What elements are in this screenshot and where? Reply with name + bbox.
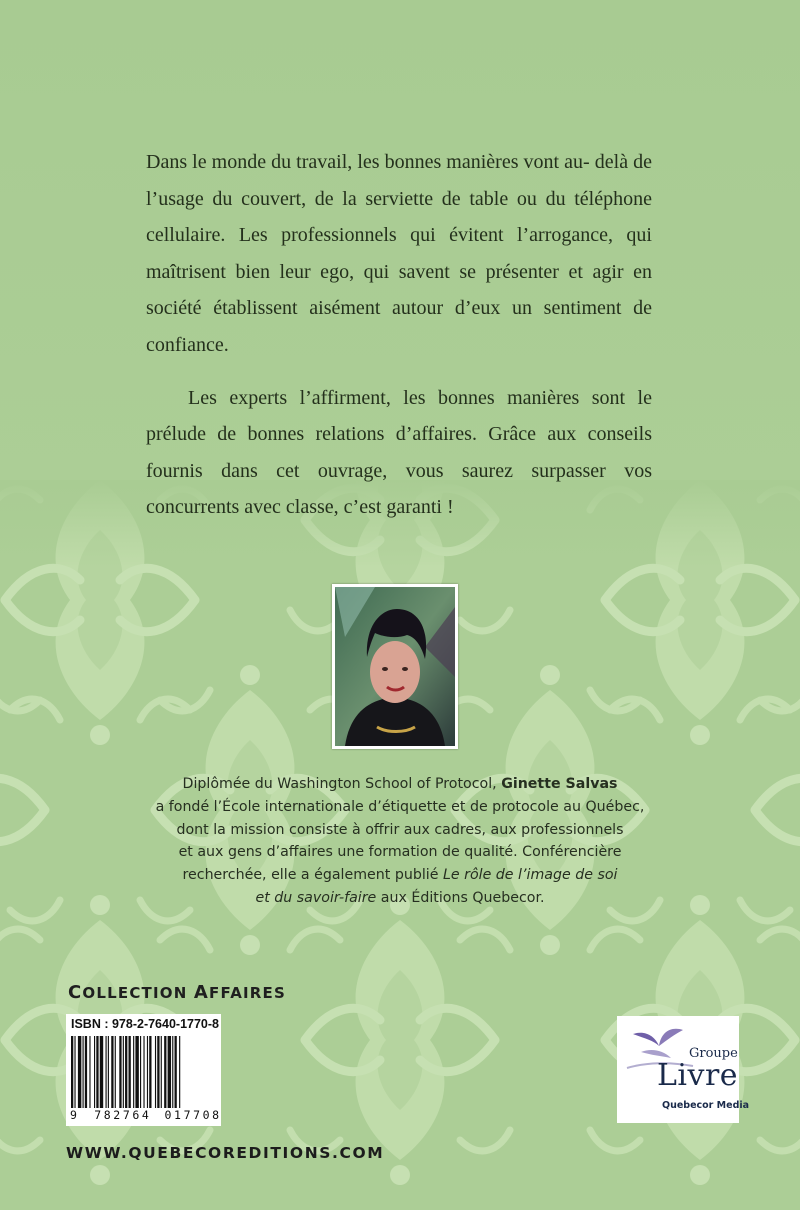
author-name: Ginette Salvas <box>501 776 618 792</box>
isbn-label: ISBN : 978-2-7640-1770-8 <box>71 1017 219 1031</box>
ean-digits <box>70 1108 222 1122</box>
collection-initial: C <box>68 982 83 1003</box>
blurb-line: d’eux un sentiment de confiance. <box>146 297 652 356</box>
author-photo <box>332 584 458 749</box>
blurb-paragraph-2 <box>146 380 652 526</box>
bio-line <box>70 887 730 910</box>
logo-livre: Livre <box>657 1058 739 1093</box>
collection-initial: A <box>193 982 210 1003</box>
collection-word: OLLECTION <box>82 984 188 1002</box>
bio-line <box>70 864 730 887</box>
website-url[interactable]: WWW.QUEBECOREDITIONS.COM <box>66 1144 385 1162</box>
bio-line: a fondé l’École internationale d’étiquette et de protocole au Québec, <box>155 798 645 815</box>
blurb-line: Les experts l’affirment, les bonnes manières sont le <box>188 386 652 409</box>
bio-text: aux Éditions Quebecor. <box>376 889 545 906</box>
isbn-barcode <box>66 1014 221 1126</box>
ean-first-digit: 9 <box>70 1108 78 1122</box>
blurb-line: l’arrogance, qui maîtrisent bien leur ego, qui savent se <box>146 224 652 283</box>
author-bio <box>70 773 730 910</box>
bio-line <box>70 773 730 796</box>
logo-groupe: Groupe <box>689 1046 738 1061</box>
blurb-line: présenter et agir en société établissent aisément autour <box>146 260 652 320</box>
bio-text: Diplômée du Washington School of Protocol, <box>182 776 502 792</box>
blurb-line: du téléphone cellulaire. Les professionnels qui évitent <box>146 187 652 247</box>
blurb-line: Dans le monde du travail, les bonnes manières vont au- <box>146 151 595 173</box>
back-cover-blurb <box>146 144 652 526</box>
logo-quebecor-media: Quebecor Media <box>662 1100 750 1111</box>
collection-name <box>68 982 286 1003</box>
ean-right-digits: 017708 <box>164 1108 222 1122</box>
ean-left-digits: 782764 <box>94 1108 152 1122</box>
blurb-line: delà de l’usage du couvert, de la serviette de table ou <box>146 151 653 210</box>
blurb-line: prélude de bonnes relations d’affaires. Grâce aux conseils <box>146 423 652 446</box>
blurb-paragraph-1 <box>146 144 652 364</box>
book-title: Le rôle de l’image de soi <box>442 867 618 884</box>
bio-line: et aux gens d’affaires une formation de qualité. Conférencière <box>178 844 622 861</box>
publisher-logo <box>617 1016 750 1123</box>
bio-text: recherchée, elle a également publié <box>182 867 443 884</box>
blurb-line: concurrents avec classe, c’est garanti ! <box>146 496 454 519</box>
book-title: et du savoir-faire <box>255 889 377 906</box>
blurb-line: fournis dans cet ouvrage, vous saurez surpasser vos <box>146 459 652 482</box>
bio-line: dont la mission consiste à offrir aux cadres, aux professionnels <box>176 821 624 838</box>
collection-word: FFAIRES <box>209 984 287 1002</box>
barcode-bars <box>71 1036 217 1108</box>
